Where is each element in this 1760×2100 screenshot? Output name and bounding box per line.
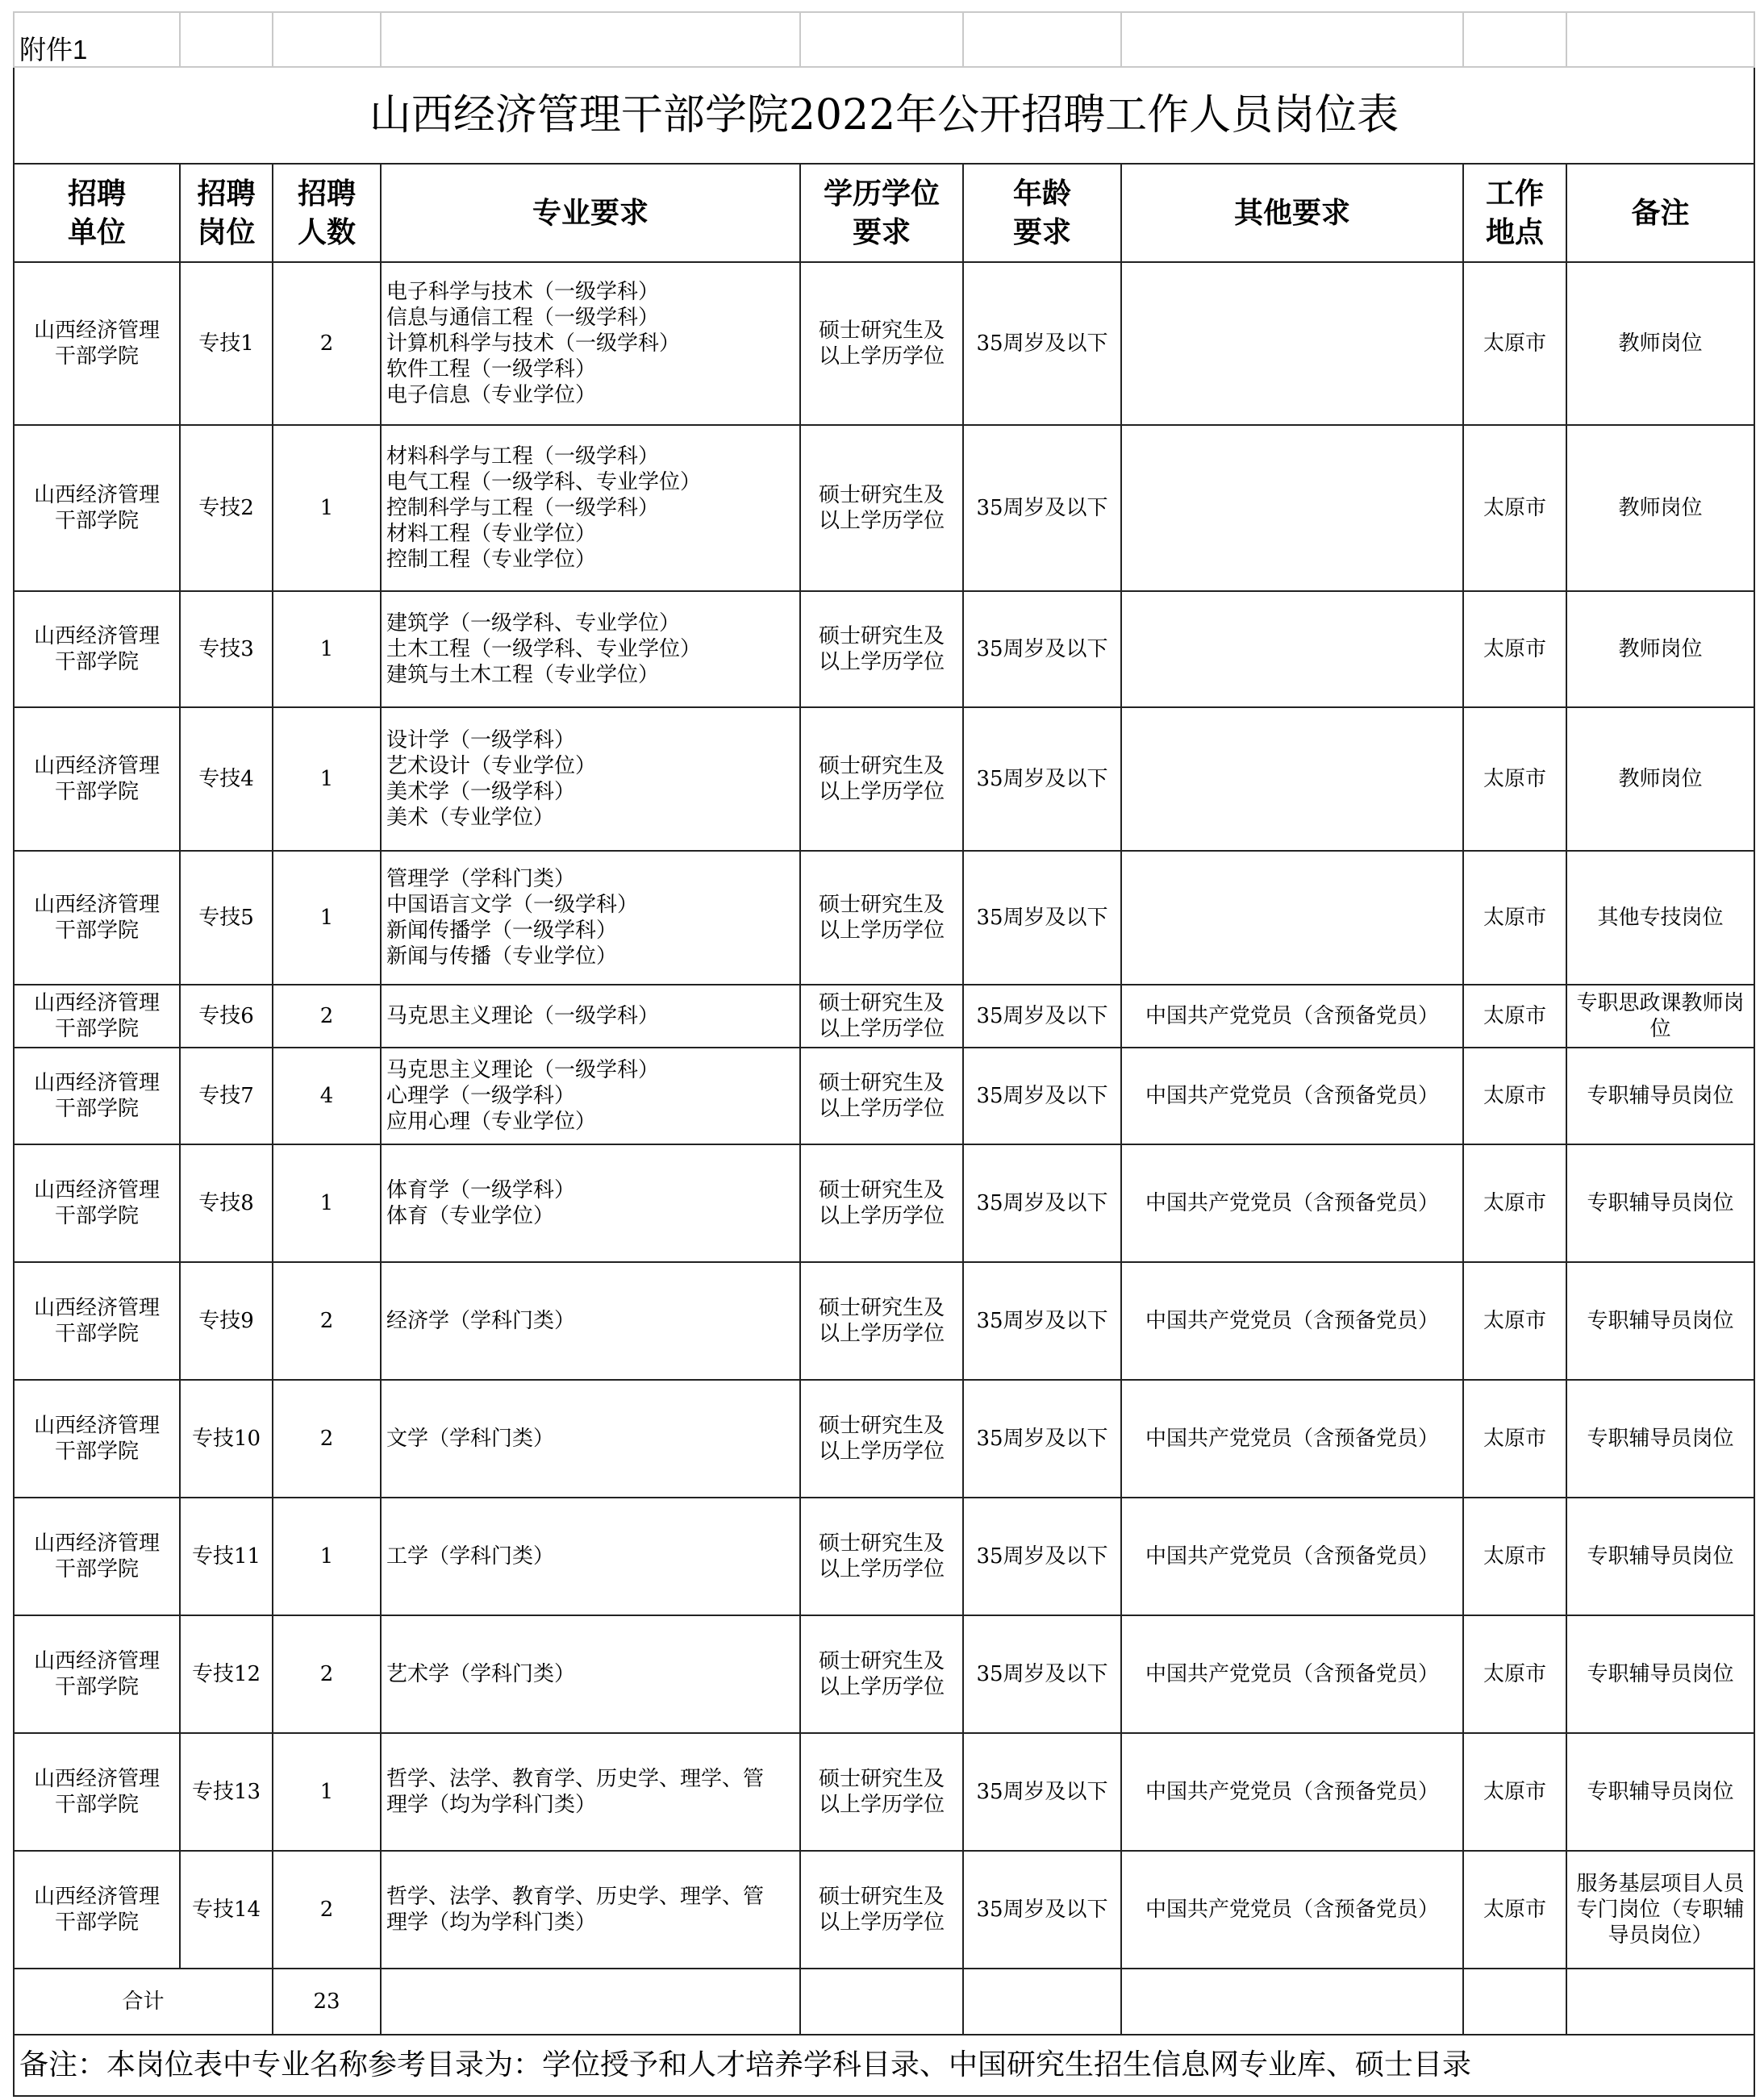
cell-line: 硕士研究生及 [818,1178,945,1202]
cell-post: 专技11 [180,1498,273,1615]
cell-line: 信息与通信工程（一级学科） [386,306,660,330]
cell-other [1121,591,1463,707]
cell-age: 35周岁及以下 [963,1498,1121,1615]
cell-line: 电子科学与技术（一级学科） [386,280,660,304]
header-location: 工作 地点 [1463,164,1566,262]
cell-major [381,707,800,851]
cell-post: 专技9 [180,1262,273,1380]
cell-remark: 教师岗位 [1566,707,1754,851]
table-row [14,1733,1754,1851]
cell-line: 哲学、法学、教育学、历史学、理学、管 [386,1885,765,1909]
cell-location: 太原市 [1463,1262,1566,1380]
cell-unit [14,1615,180,1733]
cell-line: 软件工程（一级学科） [386,357,597,381]
cell-count: 1 [273,707,381,851]
cell-line: 干部学院 [54,1675,139,1699]
cell-line: 山西经济管理 [33,624,160,648]
cell-location: 太原市 [1463,985,1566,1048]
cell-remark: 其他专技岗位 [1566,851,1754,985]
cell-location: 太原市 [1463,1498,1566,1615]
cell-line: 以上学历学位 [818,1017,945,1041]
table-row [14,985,1754,1048]
cell-location: 太原市 [1463,591,1566,707]
cell-other [1121,425,1463,591]
table-row [14,851,1754,985]
cell-count: 1 [273,591,381,707]
cell-education [800,425,963,591]
cell-age: 35周岁及以下 [963,1048,1121,1144]
header-row [14,164,1754,262]
cell-major [381,1498,800,1615]
cell-count: 4 [273,1048,381,1144]
cell-location: 太原市 [1463,707,1566,851]
cell-other: 中国共产党党员（含预备党员） [1121,985,1463,1048]
cell-major [381,262,800,425]
cell-line: 新闻传播学（一级学科） [386,919,618,943]
cell-location: 太原市 [1463,1144,1566,1262]
cell-major [381,1615,800,1733]
cell-major [381,1380,800,1498]
table-row [14,1144,1754,1262]
cell-count: 2 [273,1851,381,1969]
cell-count: 1 [273,1498,381,1615]
header-education: 学历学位 要求 [800,164,963,262]
cell-major [381,1048,800,1144]
table-row [14,1262,1754,1380]
cell-line: 山西经济管理 [33,483,160,507]
page-title: 山西经济管理干部学院2022年公开招聘工作人员岗位表 [14,67,1754,164]
cell-line: 建筑与土木工程（专业学位） [386,663,660,687]
recruitment-table [13,11,1755,2097]
cell-line: 马克思主义理论（一级学科） [386,1004,660,1028]
cell-line: 中国语言文学（一级学科） [386,893,639,917]
cell-line: 干部学院 [54,1557,139,1581]
cell-remark: 教师岗位 [1566,262,1754,425]
cell-line: 建筑学（一级学科、专业学位） [386,611,681,635]
cell-education [800,1380,963,1498]
cell-other: 中国共产党党员（含预备党员） [1121,1144,1463,1262]
cell-line: 硕士研究生及 [818,1649,945,1673]
cell-location: 太原市 [1463,1380,1566,1498]
cell-line: 干部学院 [54,344,139,369]
cell-location: 太原市 [1463,262,1566,425]
cell-line: 以上学历学位 [818,1204,945,1228]
cell-education [800,1262,963,1380]
cell-location: 太原市 [1463,1851,1566,1969]
cell-post: 专技10 [180,1380,273,1498]
cell-post: 专技13 [180,1733,273,1851]
cell-age: 35周岁及以下 [963,851,1121,985]
cell-line: 以上学历学位 [818,1793,945,1817]
cell-post: 专技3 [180,591,273,707]
cell-line: 控制科学与工程（一级学科） [386,496,660,520]
cell-line: 干部学院 [54,919,139,943]
cell-post: 专技14 [180,1851,273,1969]
cell-unit [14,1851,180,1969]
cell-line: 干部学院 [54,1204,139,1228]
cell-remark: 专职辅导员岗位 [1566,1380,1754,1498]
cell-education [800,707,963,851]
cell-remark: 专职辅导员岗位 [1566,1048,1754,1144]
cell-education [800,851,963,985]
cell-line: 心理学（一级学科） [386,1084,576,1108]
cell-education [800,1851,963,1969]
cell-line: 干部学院 [54,780,139,804]
cell-line: 体育（专业学位） [386,1204,555,1228]
empty-cell [180,12,273,67]
cell-remark: 教师岗位 [1566,591,1754,707]
cell-line: 硕士研究生及 [818,893,945,917]
cell-line: 山西经济管理 [33,1531,160,1556]
title-row [14,67,1754,164]
cell-line: 设计学（一级学科） [386,728,576,752]
cell-count: 1 [273,425,381,591]
empty-cell [963,1969,1121,2035]
cell-age: 35周岁及以下 [963,1144,1121,1262]
total-row [14,1969,1754,2035]
cell-line: 硕士研究生及 [818,1414,945,1438]
cell-line: 以上学历学位 [818,1910,945,1935]
cell-remark: 专职辅导员岗位 [1566,1615,1754,1733]
table-row [14,1851,1754,1969]
cell-line: 体育学（一级学科） [386,1178,576,1202]
cell-line: 干部学院 [54,1017,139,1041]
cell-unit [14,1498,180,1615]
cell-line: 文学（学科门类） [386,1427,555,1451]
empty-cell [381,1969,800,2035]
cell-count: 1 [273,851,381,985]
cell-count: 2 [273,262,381,425]
header-remark: 备注 [1566,164,1754,262]
cell-line: 硕士研究生及 [818,1071,945,1095]
cell-age: 35周岁及以下 [963,425,1121,591]
cell-line: 美术学（一级学科） [386,780,576,804]
cell-age: 35周岁及以下 [963,1851,1121,1969]
cell-post: 专技12 [180,1615,273,1733]
cell-line: 以上学历学位 [818,650,945,674]
cell-count: 1 [273,1144,381,1262]
cell-age: 35周岁及以下 [963,1733,1121,1851]
header-unit: 招聘 单位 [14,164,180,262]
cell-line: 干部学院 [54,509,139,533]
empty-cell [1121,1969,1463,2035]
empty-cell [1121,12,1463,67]
cell-other [1121,262,1463,425]
cell-other [1121,851,1463,985]
cell-line: 电子信息（专业学位） [386,383,597,407]
cell-line: 山西经济管理 [33,1178,160,1202]
cell-line: 干部学院 [54,1793,139,1817]
cell-unit [14,1380,180,1498]
cell-location: 太原市 [1463,425,1566,591]
cell-education [800,1733,963,1851]
cell-post: 专技8 [180,1144,273,1262]
cell-line: 硕士研究生及 [818,319,945,343]
cell-line: 山西经济管理 [33,1414,160,1438]
cell-age: 35周岁及以下 [963,985,1121,1048]
cell-line: 理学（均为学科门类） [386,1793,597,1817]
cell-count: 2 [273,1615,381,1733]
table-row [14,1498,1754,1615]
cell-other: 中国共产党党员（含预备党员） [1121,1733,1463,1851]
cell-unit [14,985,180,1048]
cell-major [381,1262,800,1380]
table-row [14,591,1754,707]
cell-other: 中国共产党党员（含预备党员） [1121,1615,1463,1733]
cell-line: 以上学历学位 [818,780,945,804]
cell-line: 美术（专业学位） [386,806,555,830]
cell-location: 太原市 [1463,1048,1566,1144]
cell-line: 硕士研究生及 [818,991,945,1015]
footnote: 备注：本岗位表中专业名称参考目录为：学位授予和人才培养学科目录、中国研究生招生信息网专业库、硕士目录 [14,2035,1754,2096]
empty-cell [1463,12,1566,67]
cell-education [800,1048,963,1144]
cell-age: 35周岁及以下 [963,591,1121,707]
cell-major [381,1851,800,1969]
cell-remark: 专职辅导员岗位 [1566,1498,1754,1615]
cell-line: 材料科学与工程（一级学科） [386,444,660,469]
cell-line: 新闻与传播（专业学位） [386,944,618,969]
cell-line: 以上学历学位 [818,1322,945,1346]
cell-education [800,591,963,707]
header-post: 招聘 岗位 [180,164,273,262]
cell-line: 理学（均为学科门类） [386,1910,597,1935]
total-count: 23 [273,1969,381,2035]
cell-line: 应用心理（专业学位） [386,1110,597,1134]
cell-age: 35周岁及以下 [963,1262,1121,1380]
cell-line: 材料工程（专业学位） [386,522,597,546]
cell-line: 电气工程（一级学科、专业学位） [386,470,702,494]
table-row [14,425,1754,591]
cell-post: 专技5 [180,851,273,985]
empty-cell [273,12,381,67]
cell-line: 干部学院 [54,650,139,674]
cell-line: 以上学历学位 [818,1440,945,1464]
cell-age: 35周岁及以下 [963,707,1121,851]
cell-unit [14,707,180,851]
empty-cell [1566,1969,1754,2035]
cell-unit [14,1144,180,1262]
cell-line: 以上学历学位 [818,1675,945,1699]
cell-line: 山西经济管理 [33,319,160,343]
header-count: 招聘 人数 [273,164,381,262]
empty-cell [963,12,1121,67]
cell-age: 35周岁及以下 [963,1380,1121,1498]
cell-major [381,1144,800,1262]
attachment-row [14,12,1754,67]
cell-post: 专技1 [180,262,273,425]
table-row [14,1615,1754,1733]
cell-line: 硕士研究生及 [818,1885,945,1909]
empty-cell [800,12,963,67]
cell-other: 中国共产党党员（含预备党员） [1121,1498,1463,1615]
cell-post: 专技7 [180,1048,273,1144]
cell-post: 专技4 [180,707,273,851]
cell-other: 中国共产党党员（含预备党员） [1121,1851,1463,1969]
cell-remark: 专职辅导员岗位 [1566,1733,1754,1851]
cell-remark: 专职思政课教师岗位 [1566,985,1754,1048]
cell-count: 2 [273,1262,381,1380]
cell-line: 山西经济管理 [33,754,160,778]
cell-line: 硕士研究生及 [818,624,945,648]
cell-unit [14,1262,180,1380]
cell-line: 以上学历学位 [818,919,945,943]
cell-line: 干部学院 [54,1440,139,1464]
cell-remark: 服务基层项目人员专门岗位（专职辅导员岗位） [1566,1851,1754,1969]
cell-unit [14,262,180,425]
cell-line: 硕士研究生及 [818,483,945,507]
cell-line: 艺术设计（专业学位） [386,754,597,778]
cell-count: 2 [273,985,381,1048]
cell-line: 工学（学科门类） [386,1544,555,1569]
cell-line: 艺术学（学科门类） [386,1662,576,1686]
cell-line: 山西经济管理 [33,1649,160,1673]
cell-line: 哲学、法学、教育学、历史学、理学、管 [386,1767,765,1791]
cell-line: 硕士研究生及 [818,754,945,778]
cell-line: 以上学历学位 [818,509,945,533]
cell-line: 硕士研究生及 [818,1531,945,1556]
cell-major [381,851,800,985]
cell-line: 山西经济管理 [33,1296,160,1320]
cell-line: 干部学院 [54,1097,139,1121]
cell-remark: 教师岗位 [1566,425,1754,591]
header-major: 专业要求 [381,164,800,262]
table-row [14,262,1754,425]
cell-education [800,262,963,425]
cell-remark: 专职辅导员岗位 [1566,1262,1754,1380]
cell-education [800,1144,963,1262]
cell-other: 中国共产党党员（含预备党员） [1121,1380,1463,1498]
empty-cell [1566,12,1754,67]
cell-line: 硕士研究生及 [818,1296,945,1320]
cell-other: 中国共产党党员（含预备党员） [1121,1262,1463,1380]
cell-line: 土木工程（一级学科、专业学位） [386,637,702,661]
attachment-label: 附件1 [14,12,180,67]
cell-line: 控制工程（专业学位） [386,548,597,572]
cell-unit [14,1048,180,1144]
cell-line: 以上学历学位 [818,344,945,369]
cell-education [800,1498,963,1615]
cell-remark: 专职辅导员岗位 [1566,1144,1754,1262]
cell-line: 干部学院 [54,1910,139,1935]
cell-line: 山西经济管理 [33,1071,160,1095]
empty-cell [1463,1969,1566,2035]
cell-line: 以上学历学位 [818,1097,945,1121]
table-row [14,1380,1754,1498]
cell-count: 2 [273,1380,381,1498]
cell-location: 太原市 [1463,1615,1566,1733]
cell-major [381,591,800,707]
cell-line: 管理学（学科门类） [386,867,576,891]
cell-major [381,1733,800,1851]
table-row [14,707,1754,851]
cell-line: 马克思主义理论（一级学科） [386,1058,660,1082]
cell-line: 干部学院 [54,1322,139,1346]
table-row [14,1048,1754,1144]
cell-unit [14,591,180,707]
cell-line: 以上学历学位 [818,1557,945,1581]
cell-line: 山西经济管理 [33,1767,160,1791]
cell-age: 35周岁及以下 [963,262,1121,425]
cell-line: 山西经济管理 [33,991,160,1015]
cell-line: 硕士研究生及 [818,1767,945,1791]
cell-age: 35周岁及以下 [963,1615,1121,1733]
cell-location: 太原市 [1463,1733,1566,1851]
cell-line: 山西经济管理 [33,1885,160,1909]
note-row [14,2035,1754,2096]
cell-other [1121,707,1463,851]
cell-post: 专技6 [180,985,273,1048]
cell-line: 计算机科学与技术（一级学科） [386,331,681,356]
cell-unit [14,425,180,591]
cell-other: 中国共产党党员（含预备党员） [1121,1048,1463,1144]
cell-line: 经济学（学科门类） [386,1309,576,1333]
cell-unit [14,1733,180,1851]
cell-location: 太原市 [1463,851,1566,985]
cell-education [800,985,963,1048]
cell-count: 1 [273,1733,381,1851]
header-age: 年龄 要求 [963,164,1121,262]
header-other: 其他要求 [1121,164,1463,262]
cell-post: 专技2 [180,425,273,591]
total-label: 合计 [14,1969,273,2035]
cell-education [800,1615,963,1733]
cell-line: 山西经济管理 [33,893,160,917]
empty-cell [800,1969,963,2035]
empty-cell [381,12,800,67]
cell-unit [14,851,180,985]
cell-major [381,985,800,1048]
cell-major [381,425,800,591]
